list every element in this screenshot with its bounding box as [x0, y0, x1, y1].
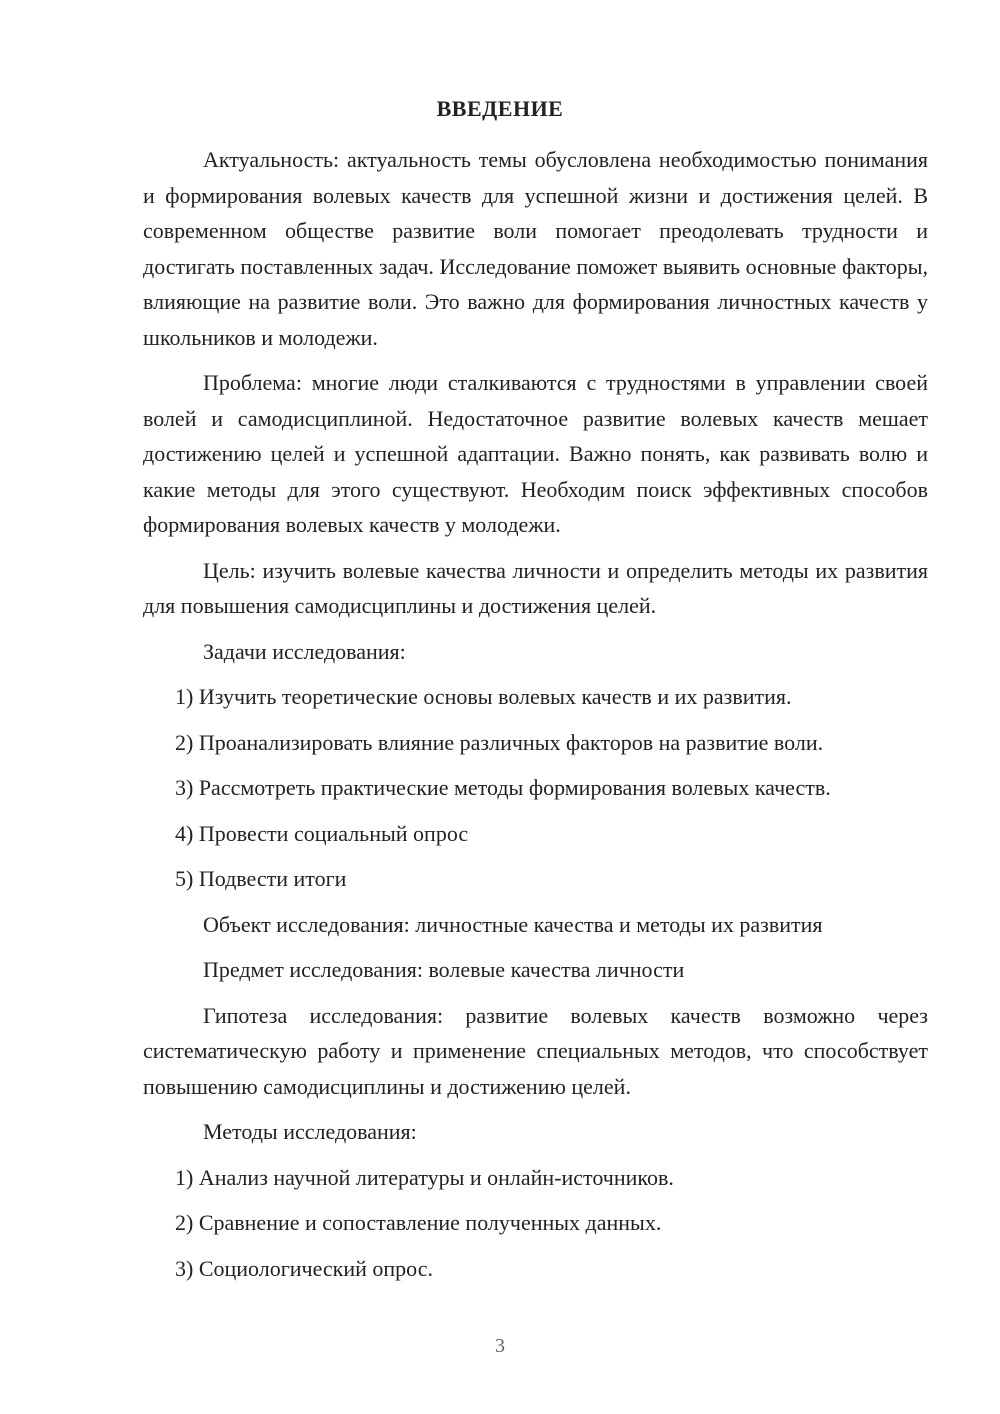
method-item: 2) Сравнение и сопоставление полученных данных.	[175, 1210, 662, 1235]
problem-paragraph: Проблема: многие люди сталкиваются с трудностями в управлении своей волей и самодисциплиной. Недостаточное развитие волевых качеств мешает достижению целей и успешной адаптации. Важно понять, как развивать волю и какие методы для этого существуют. Необходим поиск эффективных способов формирования волевых качеств у молодежи.	[143, 370, 928, 537]
task-item: 1) Изучить теоретические основы волевых качеств и их развития.	[175, 684, 792, 709]
research-subject: Предмет исследования: волевые качества личности	[203, 957, 685, 982]
method-item: 3) Социологический опрос.	[175, 1255, 433, 1281]
methods-heading: Методы исследования:	[203, 1119, 417, 1144]
document-body	[143, 142, 928, 1296]
page-title: ВВЕДЕНИЕ	[436, 96, 564, 121]
hypothesis-paragraph: Гипотеза исследования: развитие волевых качеств возможно через систематическую работу и применение специальных методов, что способствует повышению самодисциплины и достижению целей.	[143, 1002, 928, 1099]
method-item: 1) Анализ научной литературы и онлайн-источников.	[175, 1164, 674, 1190]
tasks-heading: Задачи исследования:	[203, 638, 406, 664]
task-item: 3) Рассмотреть практические методы формирования волевых качеств.	[175, 775, 831, 800]
task-item: 4) Провести социальный опрос	[175, 820, 469, 846]
goal-paragraph: Цель: изучить волевые качества личности и определить методы их развития для повышения самодисциплины и достижения целей.	[143, 557, 928, 618]
task-item: 5) Подвести итоги	[175, 866, 347, 891]
research-object: Объект исследования: личностные качества и методы их развития	[203, 911, 823, 937]
task-item: 2) Проанализировать влияние различных факторов на развитие воли.	[175, 729, 824, 755]
relevance-paragraph: Актуальность: актуальность темы обусловлена необходимостью понимания и формирования волевых качеств для успешной жизни и достижения целей. В современном обществе развитие воли помогает преодолевать трудности и достигать поставленных задач. Исследование поможет выявить основные факторы, влияющие на развитие воли. Это важно для формирования личностных качеств у школьников и молодежи.	[143, 147, 928, 350]
page-number: 3	[495, 1335, 505, 1357]
